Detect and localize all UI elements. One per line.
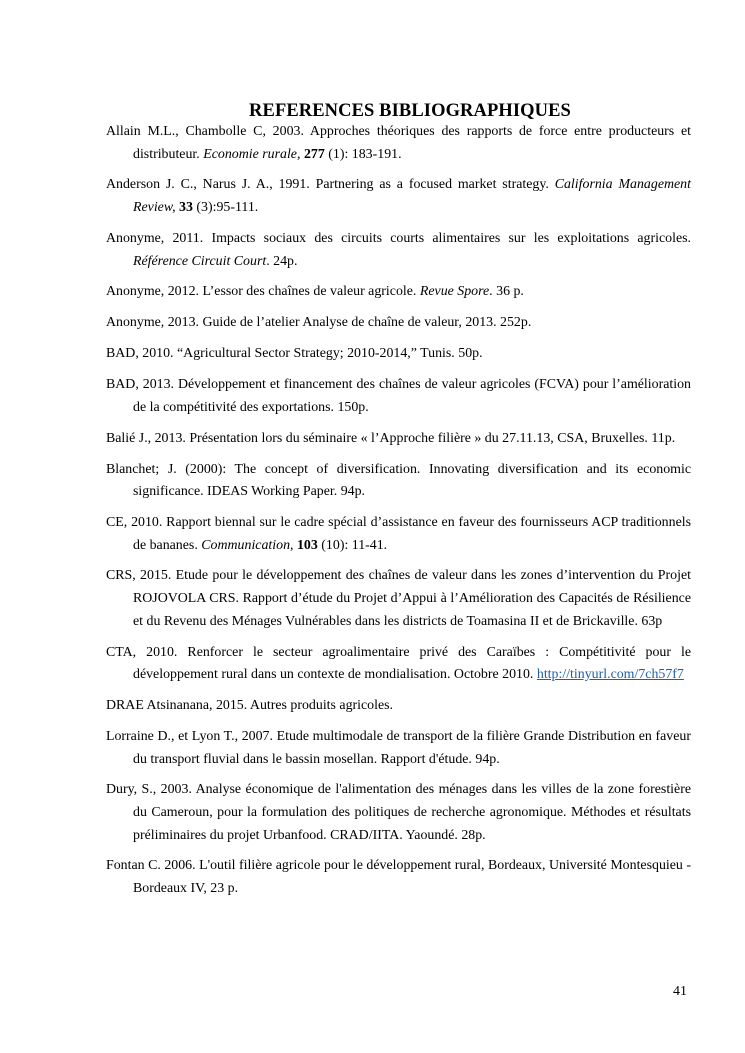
ref-volume: 103 (296, 537, 318, 553)
reference-item (106, 121, 691, 166)
reference-item (106, 779, 691, 847)
ref-journal: Communication (201, 537, 291, 553)
page-title: REFERENCES BIBLIOGRAPHIQUES (249, 101, 571, 122)
ref-text: Fontan C. 2006. L'outil filière agricole pour le développement rural, Bordeaux, Université Montesquieu - Bordeaux IV, 23 p. (106, 858, 691, 897)
ref-text: DRAE Atsinanana, 2015. Autres produits agricoles. (106, 698, 394, 714)
ref-text: , (290, 537, 297, 553)
ref-text: CTA, 2010. Renforcer le secteur agroalimentaire privé des Caraïbes : Compétitivité pour le développement rural dans un contexte de mondialisation. Octobre 2010. (106, 644, 691, 683)
ref-text: (1): 183-191. (324, 146, 402, 162)
reference-item (106, 565, 691, 633)
reference-item (106, 174, 691, 219)
ref-text: Allain M.L., Chambolle C, 2003. Approches théoriques des rapports de force entre producteurs et distributeur. (106, 124, 691, 162)
reference-item (106, 228, 691, 273)
ref-text: BAD, 2010. “Agricultural Sector Strategy; 2010-2014,” Tunis. 50p. (106, 346, 483, 362)
reference-item (106, 428, 691, 451)
reference-list (106, 121, 691, 909)
reference-link[interactable]: http://tinyurl.com/7ch57f7 (536, 667, 684, 683)
ref-text: Blanchet; J. (2000): The concept of diversification. Innovating diversification and its economic significance. IDEAS Working Paper. 94p. (106, 461, 691, 500)
ref-text: CE, 2010. Rapport biennal sur le cadre spécial d’assistance en faveur des fournisseurs ACP traditionnels de bananes. (106, 514, 691, 553)
reference-item (106, 312, 691, 335)
ref-text: BAD, 2013. Développement et financement des chaînes de valeur agricoles (FCVA) pour l’amélioration de la compétitivité des exportations. 150p. (106, 377, 691, 415)
page-number: 41 (673, 984, 687, 999)
reference-item (106, 726, 691, 771)
ref-text: Dury, S., 2003. Analyse économique de l'alimentation des ménages dans les villes de la zone forestière du Cameroun, pour la formulation des politiques de recherche agronomique. Méthodes et résultats préliminaires du projet Urbanfood. CRAD/IITA. Yaoundé. 28p. (106, 782, 691, 843)
reference-item (106, 855, 691, 900)
reference-item (106, 642, 691, 687)
reference-item (106, 343, 691, 366)
reference-item (106, 695, 691, 718)
ref-text: (10): 11-41. (317, 537, 388, 553)
ref-text: (3):95-111. (192, 200, 259, 216)
ref-text: , (296, 146, 304, 162)
ref-text: Lorraine D., et Lyon T., 2007. Etude multimodale de transport de la filière Grande Distribution en faveur du transport fluvial dans le bassin mosellan. Rapport d'étude. 94p. (106, 728, 691, 767)
ref-volume: 33 (179, 200, 193, 216)
reference-item (106, 281, 691, 304)
ref-text: Anonyme, 2012. L’essor des chaînes de valeur agricole. (106, 284, 420, 300)
reference-item (106, 374, 691, 419)
ref-text: CRS, 2015. Etude pour le développement des chaînes de valeur dans les zones d’intervention du Projet ROJOVOLA CRS. Rapport d’étude du Projet d’Appui à l’Amélioration des Capacités de Résilience et du Revenu des Ménages Vulnérables dans les districts de Toamasina II et de Brickaville. 63p (106, 568, 691, 629)
ref-text: Anonyme, 2013. Guide de l’atelier Analyse de chaîne de valeur, 2013. 252p. (106, 315, 532, 331)
ref-text: . 36 p. (489, 284, 524, 300)
ref-volume: 277 (303, 146, 325, 162)
ref-text: . 24p. (266, 253, 298, 269)
ref-journal: California Management Review, (133, 177, 691, 216)
ref-text: Anderson J. C., Narus J. A., 1991. Partnering as a focused market strategy. (106, 177, 555, 193)
ref-journal: Economie rurale (203, 146, 297, 162)
ref-journal: Revue Spore (419, 284, 490, 300)
reference-item (106, 512, 691, 557)
reference-item (106, 459, 691, 504)
ref-text: Balié J., 2013. Présentation lors du séminaire « l’Approche filière » du 27.11.13, CSA, Bruxelles. 11p. (106, 430, 676, 446)
ref-journal: Référence Circuit Court (133, 253, 267, 269)
ref-text: Anonyme, 2011. Impacts sociaux des circuits courts alimentaires sur les exploitations agricoles. (106, 230, 691, 246)
